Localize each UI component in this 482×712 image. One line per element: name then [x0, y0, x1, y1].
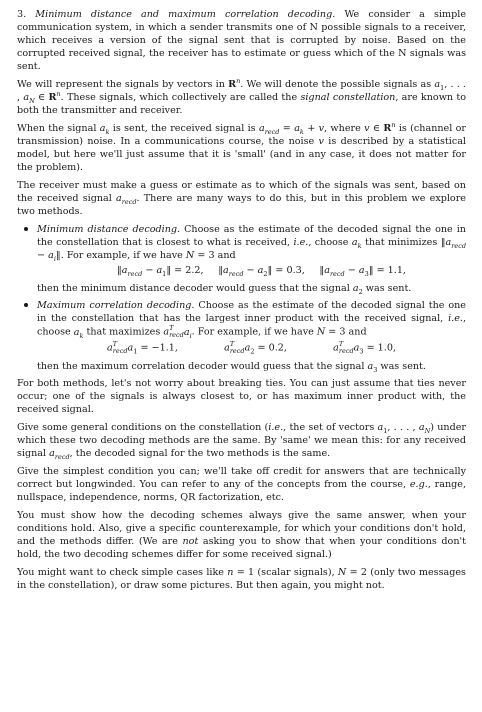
text: We will represent the signals by vectors in [17, 79, 229, 90]
text: . We will denote the possible signals as [240, 79, 435, 90]
text: You might want to check simple cases like [17, 567, 228, 578]
paragraph-simplest-condition [17, 465, 466, 504]
text: is sent, the received signal is [109, 123, 259, 134]
text: , choose [308, 237, 352, 248]
text: , where [324, 123, 365, 134]
text: (scalar signals), [254, 567, 338, 578]
paragraph-ties: For both methods, let's not worry about breaking ties. You can just assume that ties never occur; one of the signals is always closest to, or has maximum inner product with, the received signal. [17, 378, 466, 415]
distance-value-3: = 1.1, [376, 265, 406, 276]
equation-correlations: a T recd $a_1 = -1.1$, a T recd $a_2 = 0.2$, a T recd $a_3 = 1.0$, [107, 340, 396, 356]
text: . These signals, which collectively are called the [60, 92, 301, 103]
paragraph-show [17, 509, 466, 561]
text: , are known to both the transmitter and receiver. [17, 92, 467, 116]
text: , the decoded signal for the two methods is the same. [69, 448, 331, 459]
text: that minimizes [361, 237, 441, 248]
correlation-value-3: = 1.0, [366, 342, 396, 354]
text: , choose [37, 313, 466, 338]
paragraph-hint: You might want to check simple cases like n = 1 (scalar signals), N = 2 (only two messages in the constellation), or draw some pictures. But then again, you might not. [17, 567, 466, 591]
paragraph-question: Give some general conditions on the constellation (i.e., the set of vectors $a_1$, . . . , $a_N$) under which these two decoding methods are the same. By 'same' we mean this: for any received signal $a_{recd}$, the decoded signal for the two methods is the same. [17, 422, 467, 461]
text: . For example, if we have [60, 250, 186, 261]
text: is (channel or transmission) noise. In a communications course, the noise [17, 123, 467, 147]
text: You must show how the decoding schemes always give the same answer, when your conditions hold. Also, give a specific counterexample, for which your conditions don't hold, and the methods differ. (We are [17, 510, 466, 547]
text: The receiver must make a guess or estimate as to which of the signals was sent, based on the received signal [17, 180, 466, 204]
text: Give the simplest condition you can; we'll take off credit for answers that are technically correct but longwinded. You can refer to any of the concepts from the course, [17, 466, 466, 490]
min-distance-conclusion: then the minimum distance decoder would guess that the signal $a_2$ was sent. [37, 283, 412, 296]
paragraph-representation: We will represent the signals by vectors in $R^n$. We will denote the possible signals as $a_1$, . . . , $a_N$ ∈ $R^n$. These signals, which collectively are called the signal constellation, are known to both the transmitter and receiver. [17, 76, 467, 116]
equation-distances: $‖a_{recd}$ − $a_1‖ = 2.2$, $‖a_{recd}$ − $a_2‖ = 0.3$, $‖a_{recd}$ − $a_3‖ = 1.1$, [117, 265, 406, 278]
text: and [214, 250, 236, 261]
distance-value-1: = 2.2, [174, 265, 204, 276]
correlation-value-1: = −1.1, [140, 342, 178, 354]
text: Choose as the estimate of the decoded signal the one in the constellation that is closest to what is received, [37, 224, 466, 248]
text: not [182, 536, 199, 547]
max-correlation-conclusion: then the maximum correlation decoder would guess that the signal $a_3$ was sent. [37, 361, 426, 374]
paragraph-receiver: The receiver must make a guess or estimate as to which of the signals was sent, based on the received signal $a_{recd}$. There are many ways to do this, but in this problem we explore two methods. [17, 180, 466, 217]
text: . There are many ways to do this, but in this problem we explore two methods. [17, 193, 466, 217]
text: was sent. [377, 361, 426, 372]
text: , the set of vectors [283, 422, 378, 433]
problem-title: Minimum distance and maximum correlation decoding. [35, 9, 336, 20]
correlation-value-2: = 0.2, [257, 342, 287, 354]
distance-value-2: = 0.3, [275, 265, 305, 276]
text: Give some general conditions on the constellation ( [17, 422, 269, 433]
text: i.e. [268, 422, 284, 433]
text: Choose as the estimate of the decoded signal the one in the constellation that has the largest inner product with the received signal, [37, 300, 466, 324]
method-title: Maximum correlation decoding. [37, 300, 195, 311]
problem-intro [17, 8, 466, 73]
text: is described by a statistical model, but here we'll just assume that it is 'small' (and in any case, it does not matter for the problem). [17, 136, 466, 173]
text: (only two messages in the constellation), or draw some pictures. But then again, you might not. [17, 567, 466, 591]
text: asking you to show that when your conditions don't hold, the two decoding schemes differ for some received signal.) [17, 536, 466, 560]
list-item-max-correlation: Maximum correlation decoding. Choose as the estimate of the decoded signal the one in the constellation that has the largest inner product with the received signal, i.e., choose $a_k$ that maximizes a T recd $a_i$. For example, if we have N = 3 and a T recd $a_1 = -1.1$, a T recd $a_2 = 0.2$, a T recd $a_3 = 1.0$, then the maximum correlation decoder would guess that the signal $a_3$ was sent. [37, 299, 466, 373]
text: then the maximum correlation decoder would guess that the signal [37, 361, 368, 372]
bullet-icon [24, 227, 28, 231]
text: and [345, 326, 367, 338]
text: was sent. [362, 283, 412, 294]
methods-list [17, 223, 466, 373]
intro-text: We consider a simple communication system, in which a sender transmits one of N possible signals to a receiver, which receives a version of the signal sent that is corrupted by noise. Based on the corrupted received signal, the receiver has to estimate or guess which of the N signals was sent. [17, 9, 467, 72]
text: e.g. [409, 479, 428, 490]
list-item-min-distance: Minimum distance decoding. Choose as the estimate of the decoded signal the one in the constellation that is closest to what is received, i.e., choose $a_k$ that minimizes $‖a_{recd}$ − $a_i‖$. For example, if we have N = 3 and $‖a_{recd}$ − $a_1‖ = 2.2$, $‖a_{recd}$ − $a_2‖ = 0.3$, $‖a_{recd}$ − $a_3‖ = 1.1$, then the minimum distance decoder would guess that the signal $a_2$ was sent. [37, 223, 466, 295]
text: . For example, if we have [191, 326, 317, 338]
text: i.e. [293, 237, 309, 248]
text: When the signal [17, 123, 100, 134]
text: that maximizes [83, 326, 164, 338]
text: , range, nullspace, independence, norms, QR factorization, etc. [17, 479, 467, 503]
paragraph-noise: When the signal $a_k$ is sent, the received signal is $a_{recd} = a_k + v$, where v ∈ $R^n$ is (channel or transmission) noise. In a communications course, the noise v is described by a statistical model, but here we'll just assume that it is 'small' (and in any case, it does not matter for the problem). [17, 120, 467, 173]
text: then the minimum distance decoder would guess that the signal [37, 283, 353, 294]
problem-number: 3. [17, 9, 27, 20]
term-signal-constellation: signal constellation [300, 92, 396, 103]
bullet-icon [24, 303, 28, 307]
text: i.e. [448, 313, 463, 324]
method-title: Minimum distance decoding. [37, 224, 181, 235]
text: ) under which these two decoding methods are the same. By 'same' we mean this: for any received signal [17, 422, 467, 459]
